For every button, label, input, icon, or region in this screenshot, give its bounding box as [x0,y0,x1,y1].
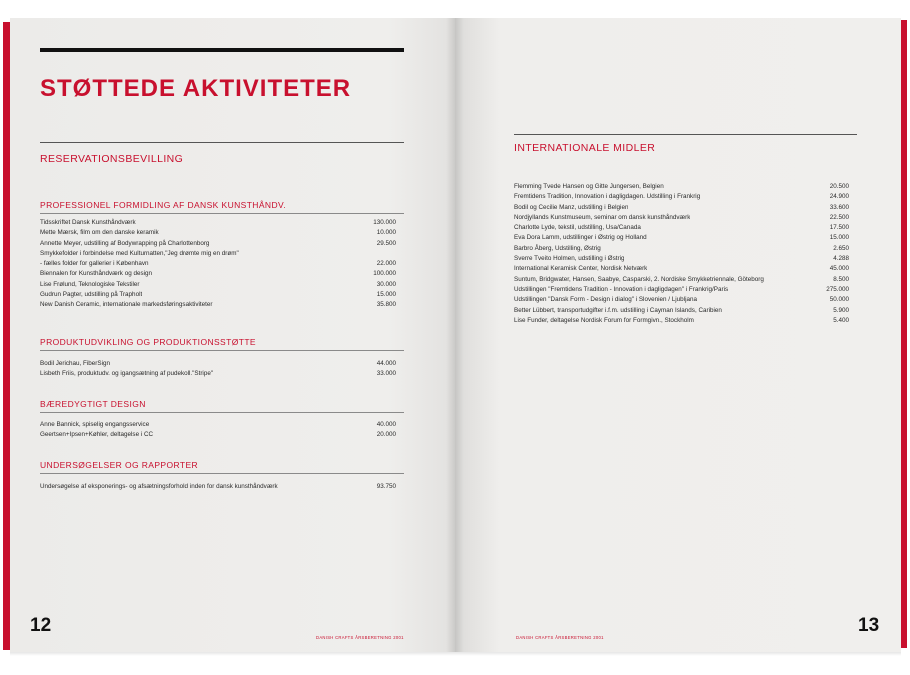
row-amount: 33.600 [829,203,849,211]
row-amount: 22.500 [829,213,849,221]
section-heading: INTERNATIONALE MIDLER [514,142,656,154]
group-rows [40,482,396,492]
table-row [40,420,396,430]
row-amount: 15.000 [376,291,396,299]
page-footer: DANISH CRAFTS ÅRSBERETNING 2001 [316,635,404,640]
row-description: International Keramisk Center, Nordisk Netværk [514,265,648,273]
table-row [40,482,396,492]
page-title: STØTTEDE AKTIVITETER [40,75,352,102]
row-description: Gudrun Pagter, udstilling på Trapholt [40,291,143,299]
table-row [514,192,849,202]
title-top-bar [40,48,404,52]
table-row [40,228,396,238]
table-row [514,254,849,264]
row-description: Udstillingen "Fremtidens Tradition - Innovation i dagligdagen" i Frankrig/Paris [514,285,729,293]
table-row [40,430,396,440]
table-row [514,275,849,285]
table-row [514,244,849,254]
row-description: Charlotte Lyde, tekstil, udstilling, Usa/Canada [514,224,641,232]
group-heading: UNDERSØGELSER OG RAPPORTER [40,460,199,470]
row-amount: 33.000 [376,370,396,378]
spine-gutter [446,18,464,652]
row-description: Nordjyllands Kunstmuseum, seminar om dansk kunsthåndværk [514,213,691,221]
row-description: Bodil Jerichau, FiberSign [40,360,111,367]
row-amount: 17.500 [829,224,849,232]
group-rule [40,412,404,413]
row-description: Anne Bannick, spiselig engangsservice [40,421,150,428]
row-description: Udstillingen "Dansk Form - Design i dialog" i Slovenien / Ljubljana [514,296,697,304]
row-amount: 275.000 [826,285,849,293]
right-cover-edge [901,20,907,648]
row-amount: 15.000 [829,234,849,242]
table-row [514,223,849,233]
row-description: Flemming Tvede Hansen og Gitte Jungersen, Belgien [514,183,664,190]
row-amount: 10.000 [376,229,396,237]
row-description: New Danish Ceramic, internationale markedsføringsaktiviteter [40,301,213,309]
right-page [455,18,901,652]
row-amount: 20.000 [376,431,396,439]
table-row [40,359,396,369]
table-row [40,239,396,249]
row-amount: 24.900 [829,193,849,201]
table-row [40,259,396,269]
table-row [514,316,849,326]
section-rule [40,142,404,143]
table-row [40,369,396,379]
row-description: Smykkefolder i forbindelse med Kulturnatten,"Jeg drømte mig en drøm" [40,249,239,257]
row-amount: 40.000 [376,421,396,428]
row-amount: 44.000 [376,360,396,367]
grant-rows [514,182,849,326]
table-row [514,213,849,223]
row-description: Lise Funder, deltagelse Nordisk Forum for Formgivn., Stockholm [514,316,694,324]
row-description: Barbro Åberg, Udstilling, Østrig [514,244,601,252]
page-number: 13 [858,615,880,636]
group-heading: BÆREDYGTIGT DESIGN [40,399,146,409]
group-rows [40,218,396,311]
table-row [40,218,396,228]
group-rows [40,359,396,380]
table-row [514,295,849,305]
table-row [40,280,396,290]
row-amount: 4.288 [833,255,849,263]
page-footer: DANISH CRAFTS ÅRSBERETNING 2001 [516,635,604,640]
group-rows [40,420,396,441]
row-description: Eva Dora Lamm, udstillinger i Østrig og Holland [514,234,647,242]
table-row [40,290,396,300]
table-row [40,249,396,259]
group-rule [40,473,404,474]
row-amount: 29.500 [376,239,396,247]
table-row [40,300,396,310]
table-row [514,264,849,274]
row-description: - fælles folder for gallerier i København [40,260,149,268]
row-description: Bodil og Cecilie Manz, udstilling i Belgien [514,203,629,211]
table-row [514,233,849,243]
group-heading: PROFESSIONEL FORMIDLING AF DANSK KUNSTHÅNDV. [40,200,287,210]
table-row [514,306,849,316]
row-amount: 2.650 [833,244,849,252]
page-number: 12 [30,615,52,636]
row-description: Mette Mærsk, film om den danske keramik [40,229,159,237]
row-amount: 8.500 [833,275,849,283]
row-amount: 30.000 [376,280,396,288]
group-heading: PRODUKTUDVIKLING OG PRODUKTIONSSTØTTE [40,337,256,347]
row-amount: 100.000 [373,270,396,278]
section-rule [514,134,857,135]
row-description: Better Lübbert, transportudgifter i.f.m. udstilling i Cayman Islands, Caribien [514,306,722,314]
row-amount: 5.900 [833,306,849,314]
group-rule [40,213,404,214]
row-amount: 22.000 [376,260,396,268]
row-description: Fremtidens Tradition, Innovation i dagligdagen. Udstilling i Frankrig [514,193,701,201]
row-description: Sverre Tveito Holmen, udstilling i Østrig [514,255,625,263]
row-amount: 93.750 [376,483,396,490]
table-row [514,285,849,295]
left-page [10,18,455,652]
row-description: Tidsskriftet Dansk Kunsthåndværk [40,219,136,226]
row-amount: 45.000 [829,265,849,273]
row-description: Biennalen for Kunsthåndværk og design [40,270,153,278]
group-rule [40,350,404,351]
row-description: Lise Frølund, Teknologiske Tekstiler [40,280,140,288]
row-description: Lisbeth Friis, produktudv. og igangsætning af pudekoll."Stripe" [40,370,214,378]
table-row [40,269,396,279]
row-amount: 50.000 [829,296,849,304]
row-amount: 20.500 [829,183,849,190]
table-row [514,182,849,192]
left-cover-edge [3,22,10,650]
section-heading: RESERVATIONSBEVILLING [40,153,184,165]
row-description: Suntum, Bridgwater, Hansen, Saabye, Casparski, 2. Nordiske Smykketriennale, Göteborg [514,275,764,283]
row-amount: 130.000 [373,219,396,226]
row-description: Annette Meyer, udstilling af Bodywrapping på Charlottenborg [40,239,210,247]
table-row [514,203,849,213]
row-amount: 35.800 [376,301,396,309]
row-amount: 5.400 [833,316,849,324]
row-amount [390,249,396,259]
row-description: Undersøgelse af eksponerings- og afsætningsforhold inden for dansk kunsthåndværk [40,483,278,490]
row-description: Geertsen+Ipsen+Køhler, deltagelse i CC [40,431,154,439]
